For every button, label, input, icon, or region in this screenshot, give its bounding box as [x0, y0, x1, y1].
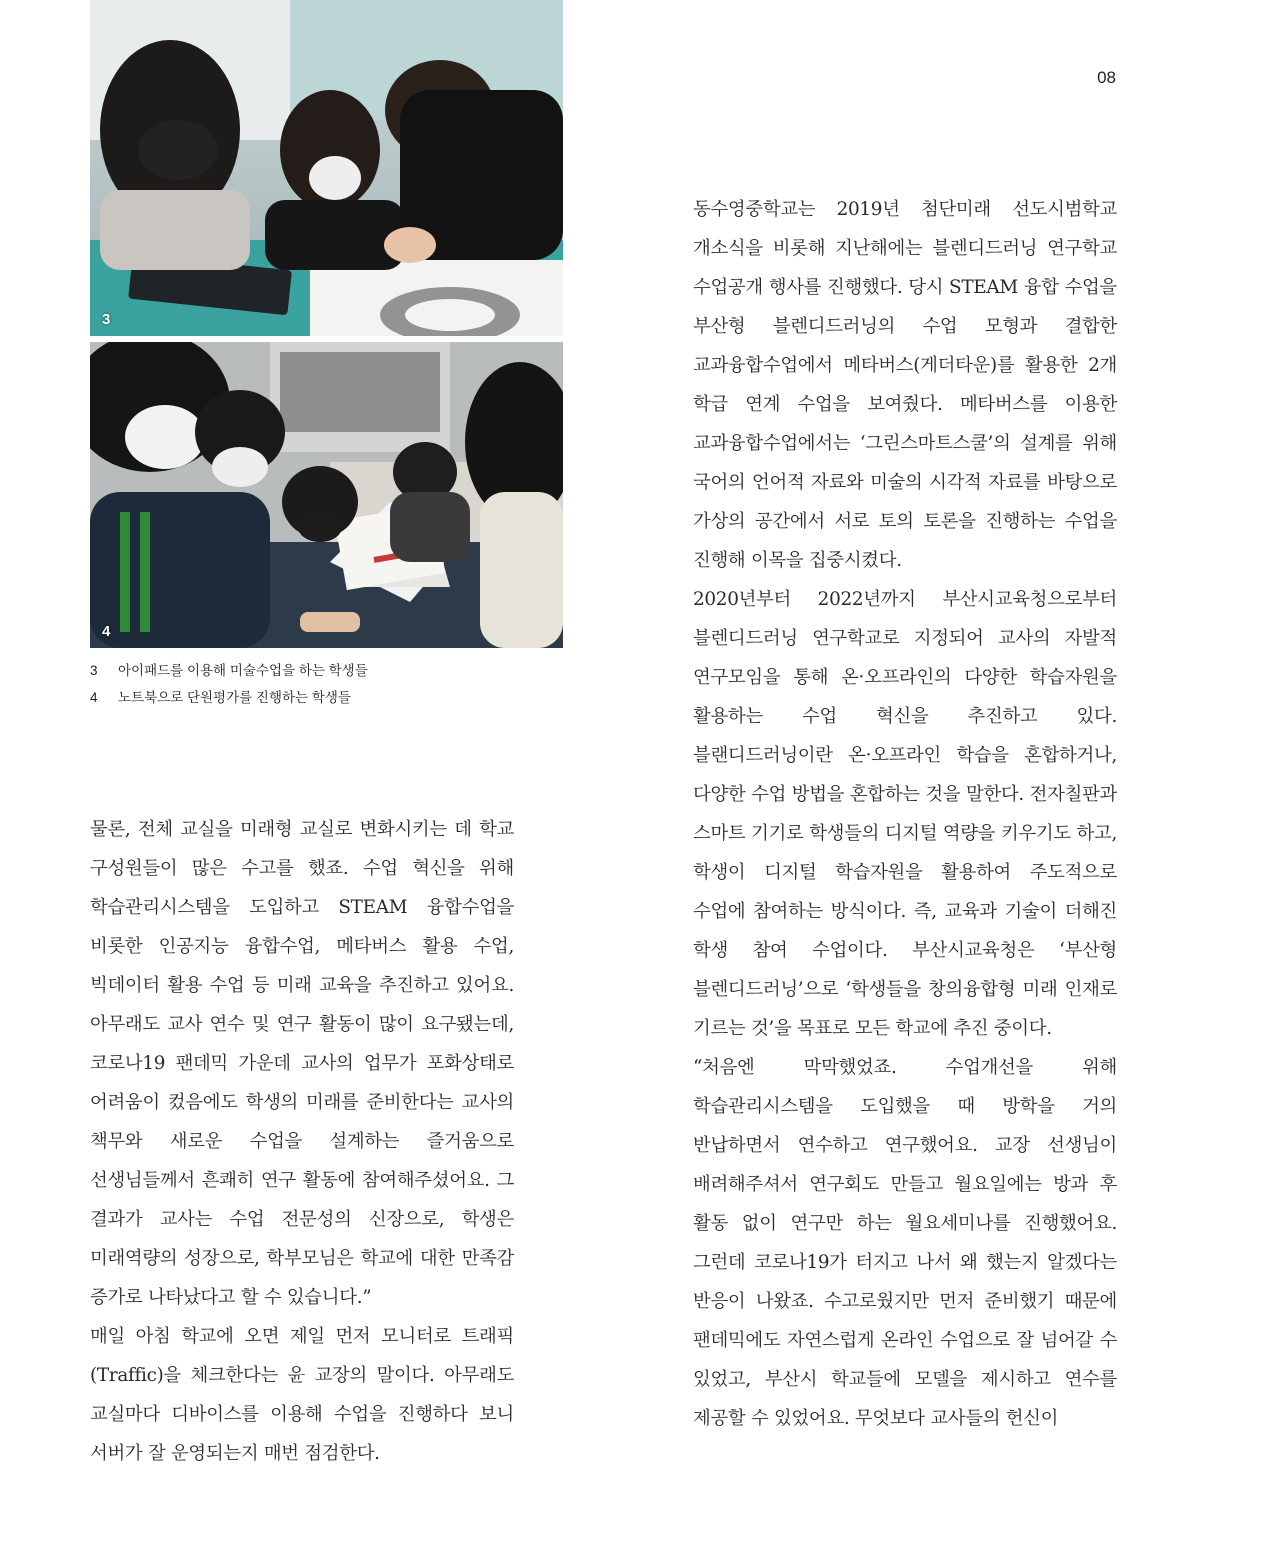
left-text-column [90, 810, 514, 1473]
caption-text: 노트북으로 단원평가를 진행하는 학생들 [118, 690, 351, 705]
photo-number-4: 4 [102, 623, 111, 640]
photo-captions [90, 660, 570, 714]
photo-3 [90, 0, 563, 336]
photo-4 [90, 342, 563, 648]
caption-number: 4 [90, 690, 98, 705]
students-laptop-photo-icon [90, 342, 563, 648]
students-tablet-art-photo-icon [90, 0, 563, 336]
caption-3 [90, 660, 570, 687]
photo-number-3: 3 [102, 311, 111, 328]
paragraph: 동수영중학교는 2019년 첨단미래 선도시범학교 개소식을 비롯해 지난해에는 블렌디드러닝 연구학교 수업공개 행사를 진행했다. 당시 STEAM 융합 수업을 부산형 블렌디드러닝의 수업 모형과 결합한 교과융합수업에서 메타버스(게더타운)를 활용한 2개 학급 연계 수업을 보여줬다. 메타버스를 이용한 교과융합수업에서는 ‘그린스마트스쿨’의 설계를 위해 국어의 언어적 자료와 미술의 시각적 자료를 바탕으로 가상의 공간에서 서로 토의 토론을 진행하는 수업을 진행해 이목을 집중시켰다. [693, 199, 1117, 571]
caption-number: 3 [90, 663, 98, 678]
paragraph: 물론, 전체 교실을 미래형 교실로 변화시키는 데 학교 구성원들이 많은 수고를 했죠. 수업 혁신을 위해 학습관리시스템을 도입하고 STEAM 융합수업을 비롯한 인공지능 융합수업, 메타버스 활용 수업, 빅데이터 활용 수업 등 미래 교육을 추진하고 있어요. 아무래도 교사 연수 및 연구 활동이 많이 요구됐는데, 코로나19 팬데믹 가운데 교사의 업무가 포화상태로 어려움이 컸음에도 학생의 미래를 준비한다는 교사의 책무와 새로운 수업을 설계하는 즐거움으로 선생님들께서 흔쾌히 연구 활동에 참여해주셨어요. 그 결과가 교사는 수업 전문성의 신장으로, 학생은 미래역량의 성장으로, 학부모님은 학교에 대한 만족감 증가로 나타났다고 할 수 있습니다.” [90, 819, 514, 1308]
paragraph: 매일 아침 학교에 오면 제일 먼저 모니터로 트래픽(Traffic)을 체크한다는 윤 교장의 말이다. 아무래도 교실마다 디바이스를 이용해 수업을 진행하다 보니 서버가 잘 운영되는지 매번 점검한다. [90, 1326, 514, 1464]
page-number: 08 [1097, 68, 1116, 87]
paragraph: 2020년부터 2022년까지 부산시교육청으로부터 블렌디드러닝 연구학교로 지정되어 교사의 자발적 연구모임을 통해 온·오프라인의 다양한 학습자원을 활용하는 수업 혁신을 추진하고 있다. 블랜디드러닝이란 온·오프라인 학습을 혼합하거나, 다양한 수업 방법을 혼합하는 것을 말한다. 전자칠판과 스마트 기기로 학생들의 디지털 역량을 키우기도 하고, 학생이 디지털 학습자원을 활용하여 주도적으로 수업에 참여하는 방식이다. 즉, 교육과 기술이 더해진 학생 참여 수업이다. 부산시교육청은 ‘부산형 블렌디드러닝’으로 ‘학생들을 창의융합형 미래 인재로 기르는 것’을 목표로 모든 학교에 추진 중이다. [693, 589, 1117, 1039]
caption-4 [90, 687, 570, 714]
paragraph: “처음엔 막막했었죠. 수업개선을 위해 학습관리시스템을 도입했을 때 방학을 거의 반납하면서 연수하고 연구했어요. 교장 선생님이 배려해주셔서 연구회도 만들고 월요일에는 방과 후 활동 없이 연구만 하는 월요세미나를 진행했어요. 그런데 코로나19가 터지고 나서 왜 했는지 알겠다는 반응이 나왔죠. 수고로웠지만 먼저 준비했기 때문에 팬데믹에도 자연스럽게 온라인 수업으로 잘 넘어갈 수 있었고, 부산시 학교들에 모델을 제시하고 연수를 제공할 수 있었어요. 무엇보다 교사들의 헌신이 [693, 1057, 1117, 1429]
caption-text: 아이패드를 이용해 미술수업을 하는 학생들 [118, 663, 368, 678]
right-text-column [693, 190, 1117, 1438]
